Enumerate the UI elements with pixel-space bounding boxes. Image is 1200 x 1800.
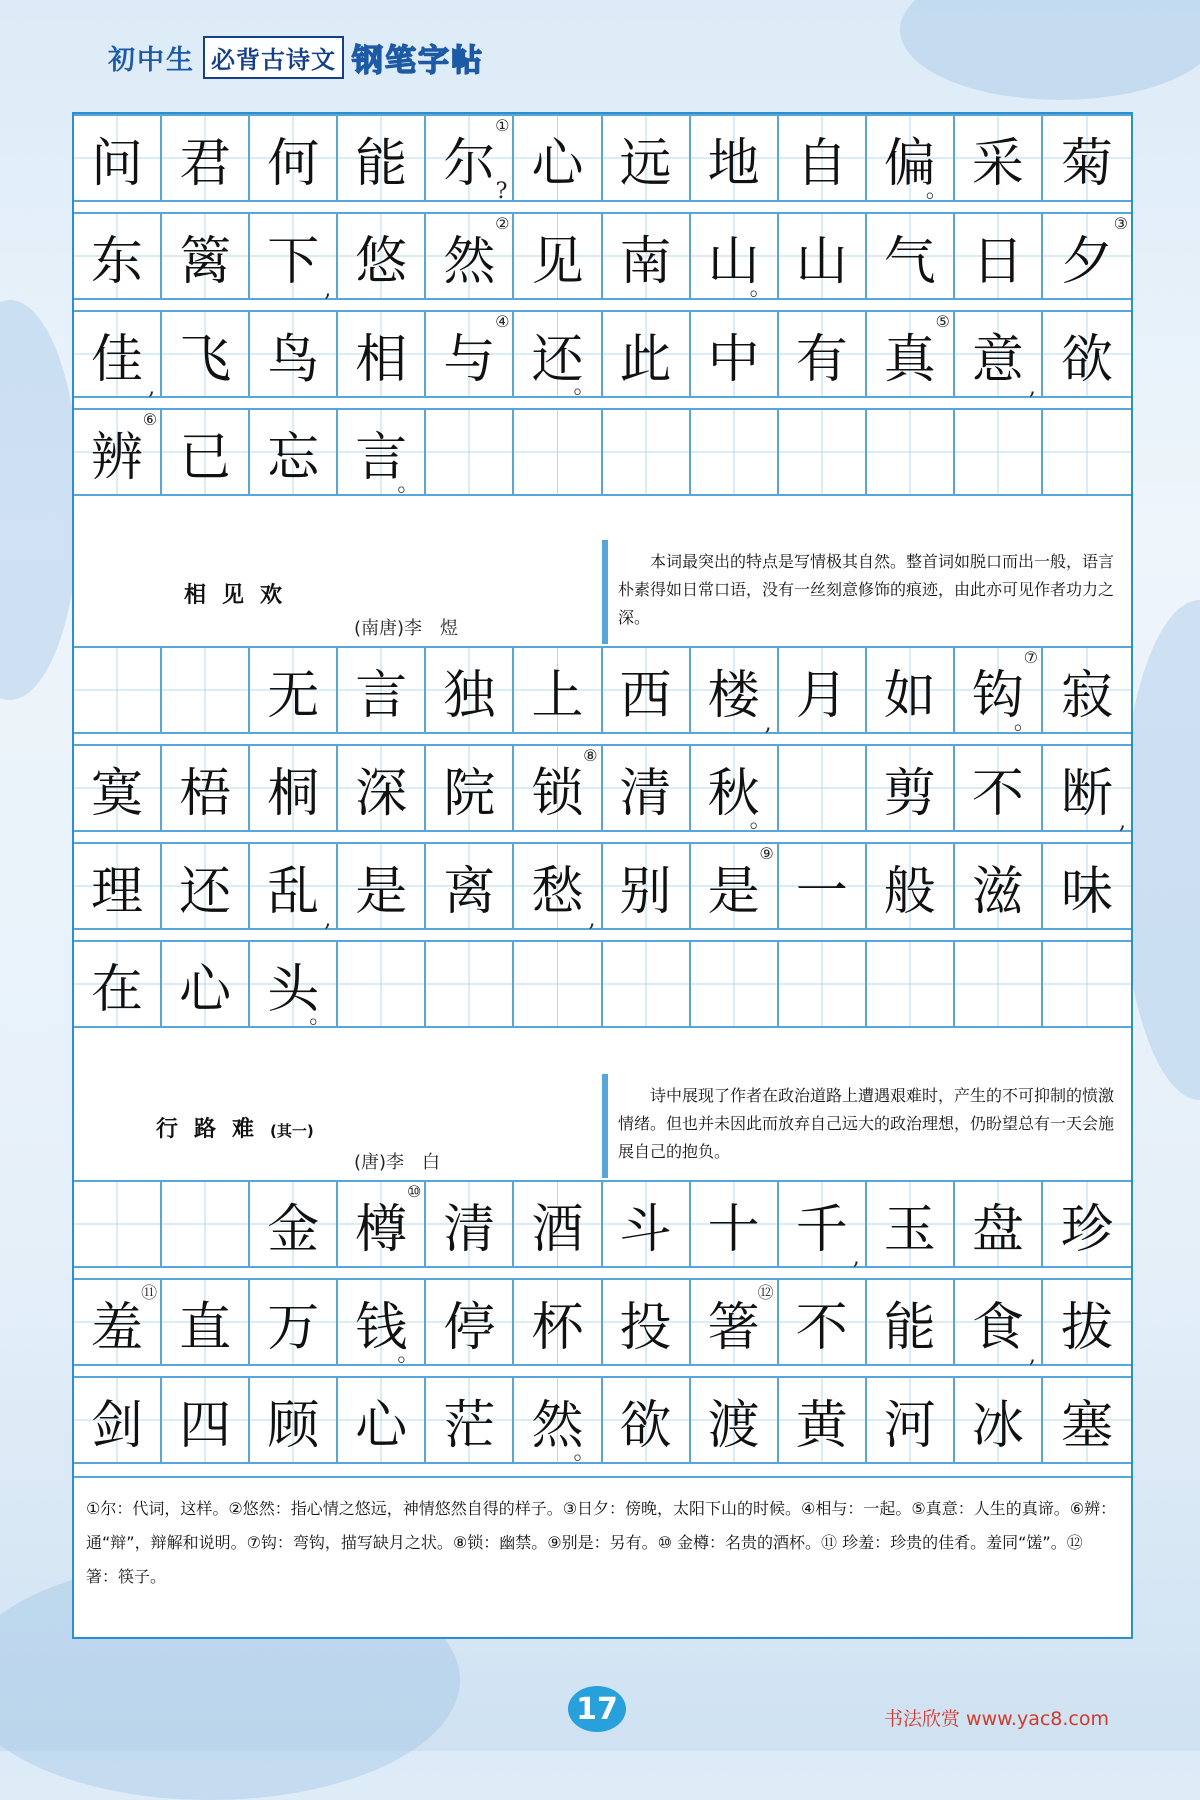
empty-grid-cell [691, 940, 779, 1028]
character: 真 [883, 329, 936, 390]
grid-cell [74, 940, 162, 1028]
punctuation-mark: 。 [397, 472, 420, 497]
note-marker: ② [495, 214, 510, 233]
grid-cell [514, 310, 602, 398]
grid-cell [691, 114, 779, 202]
character: 已 [179, 427, 232, 488]
grid-cell [426, 1180, 514, 1268]
character: 万 [267, 1297, 320, 1358]
character: 地 [707, 133, 760, 194]
grid-cell [779, 212, 867, 300]
grid-cell [955, 842, 1043, 930]
poem3-title-box [74, 1074, 600, 1178]
grid-cell [250, 1278, 338, 1366]
grid-cell [250, 408, 338, 496]
punctuation-mark: 。 [573, 374, 596, 399]
character: 还 [531, 329, 584, 390]
punctuation-mark: 。 [749, 276, 772, 301]
character: 剑 [91, 1395, 144, 1456]
character: 寞 [91, 763, 144, 824]
grid-cell [426, 212, 514, 300]
grid-cell [162, 1278, 250, 1366]
grid-cell [779, 1180, 867, 1268]
character: 能 [883, 1297, 936, 1358]
grid-cell [779, 646, 867, 734]
character: 愁 [531, 861, 584, 922]
character: 停 [443, 1297, 496, 1358]
punctuation-mark: 。 [925, 178, 948, 203]
grid-cell [955, 1180, 1043, 1268]
grid-cell [514, 1278, 602, 1366]
character: 秋 [707, 763, 760, 824]
grid-cell [1043, 310, 1131, 398]
empty-grid-cell [514, 408, 602, 496]
grid-cell [603, 646, 691, 734]
grid-cell [250, 940, 338, 1028]
character: 渡 [707, 1395, 760, 1456]
grid-cell [74, 212, 162, 300]
character: 言 [355, 427, 408, 488]
character: 悠 [355, 231, 408, 292]
background-decoration [0, 300, 80, 700]
copybook-sheet [72, 112, 1133, 1639]
punctuation-mark: , [324, 277, 332, 302]
character: 金 [267, 1199, 320, 1260]
note-marker: ⑥ [142, 410, 158, 429]
background-decoration [900, 0, 1200, 100]
character: 钩 [971, 665, 1024, 726]
grid-cell [955, 744, 1043, 832]
grid-cell [338, 1278, 426, 1366]
character: 楼 [707, 665, 760, 726]
punctuation-mark: , [588, 907, 596, 932]
character: 直 [179, 1297, 232, 1358]
punctuation-mark: , [148, 375, 156, 400]
grid-cell [162, 1376, 250, 1464]
punctuation-mark: 。 [749, 808, 772, 833]
character: 是 [707, 861, 760, 922]
grid-cell [74, 1278, 162, 1366]
note-marker: ⑫ [757, 1283, 774, 1302]
grid-cell [74, 744, 162, 832]
grid-cell [955, 310, 1043, 398]
note-marker: ④ [495, 312, 510, 331]
grid-cell [250, 310, 338, 398]
grid-cell [1043, 744, 1131, 832]
character: 玉 [883, 1199, 936, 1260]
grid-cell [1043, 646, 1131, 734]
watermark: 书法欣赏 www.yac8.com [884, 1708, 1109, 1730]
grid-cell [426, 646, 514, 734]
character: 何 [267, 133, 320, 194]
character: 菊 [1060, 133, 1113, 194]
character: 投 [619, 1297, 672, 1358]
character: 顾 [267, 1395, 320, 1456]
character: 斗 [619, 1199, 672, 1260]
grid-cell [1043, 114, 1131, 202]
character: 清 [619, 763, 672, 824]
character: 滋 [971, 861, 1024, 922]
punctuation-mark: , [1028, 1343, 1036, 1368]
grid-cell [603, 842, 691, 930]
poem2-title-box [74, 540, 600, 644]
grid-cell [162, 212, 250, 300]
character: 欲 [619, 1395, 672, 1456]
character: 君 [179, 133, 232, 194]
empty-grid-cell [867, 408, 955, 496]
character: 篱 [179, 231, 232, 292]
character: 佳 [91, 329, 144, 390]
character: 能 [355, 133, 408, 194]
character: 头 [267, 959, 320, 1020]
grid-cell [250, 114, 338, 202]
grid-cell [691, 1278, 779, 1366]
grid-cell [779, 1376, 867, 1464]
grid-cell [514, 1376, 602, 1464]
empty-grid-cell [338, 940, 426, 1028]
grid-cell [74, 408, 162, 496]
grid-cell [867, 1278, 955, 1366]
character: 清 [443, 1199, 496, 1260]
character: 不 [971, 763, 1024, 824]
character: 与 [443, 329, 496, 390]
punctuation-mark: , [1028, 375, 1036, 400]
character: 箸 [707, 1297, 760, 1358]
empty-grid-cell [603, 408, 691, 496]
character: 理 [91, 861, 144, 922]
poem3-author: (唐)李 白 [354, 1152, 441, 1173]
character: 尔 [443, 133, 496, 194]
grid-cell [338, 1180, 426, 1268]
grid-cell [250, 842, 338, 930]
empty-grid-cell [779, 744, 867, 832]
empty-grid-cell [162, 646, 250, 734]
grid-cell [691, 1376, 779, 1464]
grid-cell [514, 114, 602, 202]
character: 黄 [795, 1395, 848, 1456]
note-marker: ⑨ [759, 844, 774, 863]
character: 千 [795, 1199, 848, 1260]
grid-cell [338, 744, 426, 832]
character: 如 [883, 665, 936, 726]
grid-cell [603, 1180, 691, 1268]
grid-cell [162, 114, 250, 202]
grid-cell [74, 1376, 162, 1464]
poem2-comment: 本词最突出的特点是写情极其自然。整首词如脱口而出一般，语言朴素得如日常口语，没有一丝刻意修饰的痕迹，由此亦可见作者功力之深。 [602, 540, 1131, 644]
grid-cell [338, 842, 426, 930]
empty-grid-cell [74, 646, 162, 734]
grid-cell [514, 646, 602, 734]
grid-cell [1043, 1278, 1131, 1366]
header-part2: 必背古诗文 [203, 36, 344, 79]
empty-grid-cell [691, 408, 779, 496]
character: 山 [795, 231, 848, 292]
character: 是 [355, 861, 408, 922]
grid-cell [250, 1180, 338, 1268]
grid-cell [162, 408, 250, 496]
poem3-subtitle: (其一) [270, 1122, 314, 1140]
grid-cell [779, 1278, 867, 1366]
character: 盘 [971, 1199, 1024, 1260]
grid-cell [691, 646, 779, 734]
character: 樽 [355, 1199, 408, 1260]
character: 西 [619, 665, 672, 726]
character: 杯 [531, 1297, 584, 1358]
grid-cell [603, 1278, 691, 1366]
character: 寂 [1060, 665, 1113, 726]
character: 偏 [883, 133, 936, 194]
grid-cell [779, 310, 867, 398]
grid-cell [426, 744, 514, 832]
character: 鸟 [267, 329, 320, 390]
empty-grid-cell [426, 408, 514, 496]
character: 中 [707, 329, 760, 390]
character: 拔 [1060, 1297, 1113, 1358]
character: 珍 [1060, 1199, 1113, 1260]
grid-cell [779, 114, 867, 202]
grid-cell [250, 646, 338, 734]
empty-grid-cell [603, 940, 691, 1028]
character: 山 [707, 231, 760, 292]
grid-cell [338, 114, 426, 202]
header-part1: 初中生 [108, 44, 195, 76]
character: 般 [883, 861, 936, 922]
punctuation-mark: , [324, 907, 332, 932]
punctuation-mark: , [1119, 809, 1126, 834]
grid-cell [955, 1376, 1043, 1464]
character: 茫 [443, 1395, 496, 1456]
character: 辨 [91, 427, 144, 488]
character: 四 [179, 1395, 232, 1456]
poem2-grid [74, 646, 1131, 1028]
grid-cell [74, 842, 162, 930]
empty-grid-cell [867, 940, 955, 1028]
character: 下 [267, 231, 320, 292]
character: 气 [883, 231, 936, 292]
character: 意 [971, 329, 1024, 390]
grid-cell [162, 744, 250, 832]
grid-cell [1043, 212, 1131, 300]
grid-cell [338, 1376, 426, 1464]
character: 离 [443, 861, 496, 922]
character: 乱 [267, 861, 320, 922]
note-marker: ⑦ [1023, 648, 1038, 667]
character: 飞 [179, 329, 232, 390]
punctuation-mark: 。 [397, 1342, 420, 1367]
empty-grid-cell [1043, 940, 1131, 1028]
note-marker: ① [495, 116, 510, 135]
empty-grid-cell [426, 940, 514, 1028]
note-marker: ⑩ [406, 1182, 422, 1201]
empty-grid-cell [162, 1180, 250, 1268]
grid-cell [514, 1180, 602, 1268]
empty-grid-cell [779, 408, 867, 496]
empty-grid-cell [74, 1180, 162, 1268]
character: 别 [619, 861, 672, 922]
character: 钱 [355, 1297, 408, 1358]
grid-cell [338, 646, 426, 734]
character: 冰 [971, 1395, 1024, 1456]
grid-cell [955, 114, 1043, 202]
header-part3: 钢笔字帖 [352, 42, 484, 79]
character: 上 [531, 665, 584, 726]
grid-cell [1043, 1180, 1131, 1268]
grid-cell [691, 1180, 779, 1268]
grid-cell [691, 842, 779, 930]
punctuation-mark: , [852, 1245, 860, 1270]
note-marker: ⑤ [935, 312, 950, 331]
grid-cell [955, 1278, 1043, 1366]
character: 日 [971, 231, 1024, 292]
grid-cell [514, 842, 602, 930]
page-number: 17 [568, 1686, 626, 1732]
character: 剪 [883, 763, 936, 824]
grid-cell [162, 842, 250, 930]
grid-cell [250, 1376, 338, 1464]
grid-cell [250, 744, 338, 832]
grid-cell [338, 212, 426, 300]
grid-cell [162, 940, 250, 1028]
grid-cell [338, 408, 426, 496]
character: 夕 [1060, 231, 1113, 292]
character: 东 [91, 231, 144, 292]
grid-cell [867, 646, 955, 734]
poem3-title: 行路难 [156, 1117, 271, 1142]
grid-cell [426, 1376, 514, 1464]
character: 食 [971, 1297, 1024, 1358]
grid-cell [426, 842, 514, 930]
grid-cell [338, 310, 426, 398]
grid-cell [867, 744, 955, 832]
grid-cell [867, 310, 955, 398]
grid-cell [250, 212, 338, 300]
grid-cell [867, 114, 955, 202]
grid-cell [955, 212, 1043, 300]
grid-cell [603, 310, 691, 398]
character: 远 [619, 133, 672, 194]
empty-grid-cell [1043, 408, 1131, 496]
punctuation-mark: 。 [573, 1440, 596, 1465]
punctuation-mark: ? [495, 179, 508, 204]
character: 在 [91, 959, 144, 1020]
grid-cell [603, 212, 691, 300]
grid-cell [691, 744, 779, 832]
punctuation-mark: , [764, 711, 772, 736]
character: 有 [795, 329, 848, 390]
grid-cell [691, 212, 779, 300]
grid-cell [603, 1376, 691, 1464]
punctuation-mark: 。 [309, 1004, 332, 1029]
grid-cell [867, 212, 955, 300]
empty-grid-cell [955, 940, 1043, 1028]
empty-grid-cell [955, 408, 1043, 496]
character: 院 [443, 763, 496, 824]
book-header [108, 34, 484, 80]
character: 忘 [267, 427, 320, 488]
note-marker: ⑧ [583, 746, 598, 765]
character: 不 [795, 1297, 848, 1358]
note-marker: ⑪ [141, 1283, 158, 1302]
character: 桐 [267, 763, 320, 824]
character: 独 [443, 665, 496, 726]
empty-grid-cell [514, 940, 602, 1028]
character: 见 [531, 231, 584, 292]
poem1-grid [74, 114, 1131, 496]
character: 十 [707, 1199, 760, 1260]
character: 塞 [1060, 1395, 1113, 1456]
grid-cell [162, 310, 250, 398]
poem3-grid [74, 1180, 1131, 1464]
character: 南 [619, 231, 672, 292]
poem3-comment: 诗中展现了作者在政治道路上遭遇艰难时，产生的不可抑制的愤激情绪。但也并未因此而放弃自己远大的政治理想，仍盼望总有一天会施展自己的抱负。 [602, 1074, 1131, 1178]
grid-cell [691, 310, 779, 398]
note-marker: ③ [1113, 214, 1128, 233]
character: 梧 [179, 763, 232, 824]
grid-cell [1043, 1376, 1131, 1464]
character: 心 [355, 1395, 408, 1456]
grid-cell [603, 114, 691, 202]
character: 问 [91, 133, 144, 194]
poem2-title: 相见欢 [184, 583, 299, 608]
grid-cell [514, 212, 602, 300]
character: 心 [179, 959, 232, 1020]
character: 酒 [531, 1199, 584, 1260]
character: 欲 [1060, 329, 1113, 390]
empty-grid-cell [779, 940, 867, 1028]
grid-cell [74, 310, 162, 398]
character: 断 [1060, 763, 1113, 824]
punctuation-mark: 。 [1013, 710, 1036, 735]
grid-cell [1043, 842, 1131, 930]
character: 月 [795, 665, 848, 726]
character: 相 [355, 329, 408, 390]
grid-cell [426, 310, 514, 398]
grid-cell [603, 744, 691, 832]
grid-cell [867, 842, 955, 930]
poem3-title-line [156, 1112, 314, 1143]
grid-cell [867, 1376, 955, 1464]
grid-cell [426, 114, 514, 202]
footnotes: ①尔：代词，这样。②悠然：指心情之悠远，神情悠然自得的样子。③日夕：傍晚，太阳下山的时候。④相与：一起。⑤真意：人生的真谛。⑥辨：通“辩”，辩解和说明。⑦钩：弯钩，描写缺月之状。⑧锁：幽禁。⑨别是：另有。⑩ 金樽：名贵的酒杯。⑪ 珍羞：珍贵的佳肴。羞同“馐”。⑫ 箸：筷子。 [74, 1476, 1131, 1636]
grid-cell [779, 842, 867, 930]
character: 然 [443, 231, 496, 292]
character: 然 [531, 1395, 584, 1456]
character: 一 [795, 861, 848, 922]
character: 自 [795, 133, 848, 194]
grid-cell [74, 114, 162, 202]
poem2-author: (南唐)李 煜 [354, 618, 459, 639]
character: 无 [267, 665, 320, 726]
character: 羞 [91, 1297, 144, 1358]
character: 河 [883, 1395, 936, 1456]
character: 味 [1060, 861, 1113, 922]
character: 采 [971, 133, 1024, 194]
character: 此 [619, 329, 672, 390]
character: 心 [531, 133, 584, 194]
character: 锁 [531, 763, 584, 824]
grid-cell [955, 646, 1043, 734]
character: 言 [355, 665, 408, 726]
character: 还 [179, 861, 232, 922]
character: 深 [355, 763, 408, 824]
grid-cell [426, 1278, 514, 1366]
grid-cell [867, 1180, 955, 1268]
grid-cell [514, 744, 602, 832]
